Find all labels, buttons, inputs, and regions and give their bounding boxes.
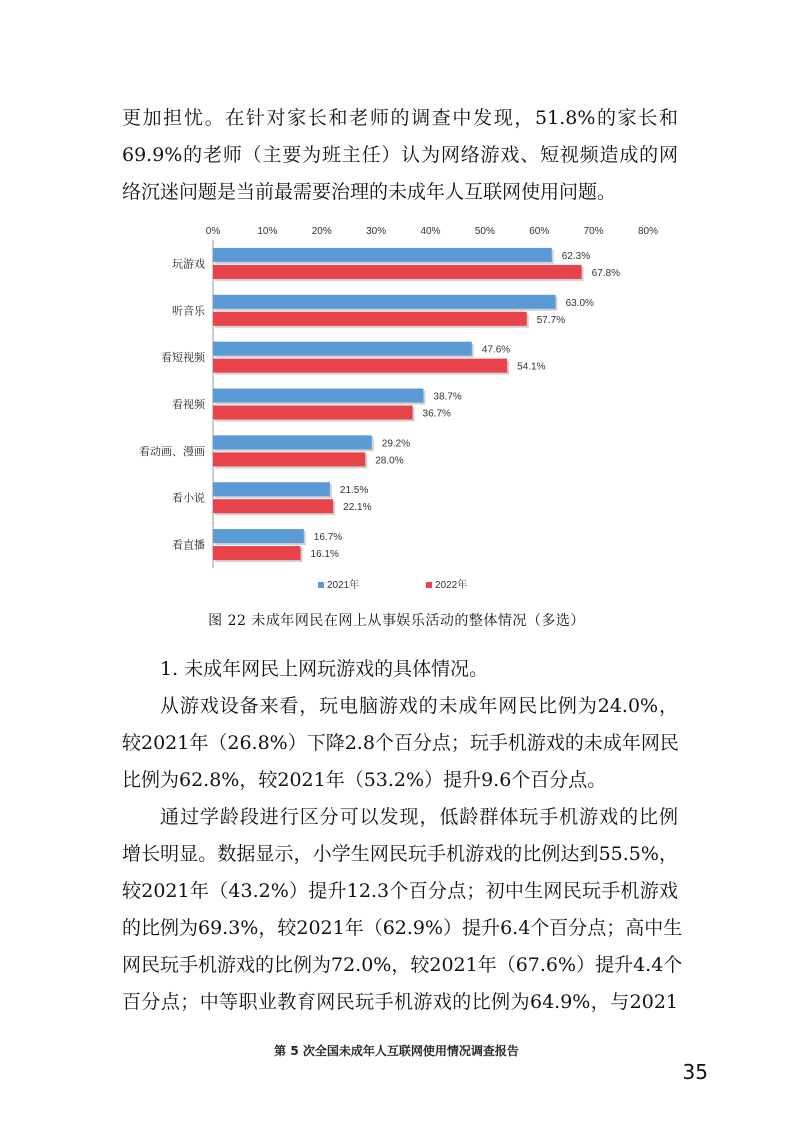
x-tick-label: 80%	[637, 226, 659, 237]
text-line: 络沉迷问题是当前最需要治理的未成年人互联网使用问题。	[122, 181, 617, 203]
x-tick-label: 60%	[529, 226, 550, 237]
data-label: 38.7%	[433, 391, 462, 403]
activity-bar-chart	[122, 218, 682, 603]
category-label: 看动画、漫画	[139, 445, 205, 458]
data-label: 16.7%	[313, 532, 343, 544]
category-label: 看短视频	[161, 352, 205, 365]
data-label: 28.0%	[375, 455, 404, 467]
x-tick-label: 20%	[311, 226, 332, 237]
legend-label: 2022年	[435, 580, 468, 591]
data-label: 16.1%	[310, 549, 339, 561]
x-tick-label: 0%	[205, 226, 221, 237]
figure-caption: 图 22 未成年网民在网上从事娱乐活动的整体情况（多选）	[208, 613, 585, 629]
bar-2021	[213, 295, 556, 309]
bar-2021	[213, 389, 423, 403]
bar-2022	[213, 499, 333, 513]
bar-2022	[213, 546, 301, 560]
category-label: 看小说	[172, 492, 205, 505]
intro-paragraph	[122, 100, 678, 211]
bar-2022	[213, 452, 365, 466]
text-line: 增长明显。数据显示，小学生网民玩手机游戏的比例达到55.5%，	[122, 843, 678, 865]
bar-2021	[213, 435, 372, 449]
bar-2021	[213, 529, 304, 543]
paragraph-age-groups	[122, 799, 683, 1021]
text-line: 从游戏设备来看，玩电脑游戏的未成年网民比例为24.0%，	[160, 695, 678, 717]
paragraph-devices	[122, 688, 678, 799]
data-label: 29.2%	[381, 438, 411, 450]
text-line: 通过学龄段进行区分可以发现，低龄群体玩手机游戏的比例	[160, 806, 678, 828]
text-line: 比例为62.8%，较2021年（53.2%）提升9.6个百分点。	[122, 769, 607, 791]
text-line: 的比例为69.3%，较2021年（62.9%）提升6.4个百分点；高中生	[122, 917, 683, 939]
data-label: 36.7%	[422, 408, 451, 420]
legend-swatch	[318, 582, 324, 588]
legend-label: 2021年	[327, 580, 360, 591]
data-label: 22.1%	[343, 502, 372, 514]
data-label: 67.8%	[591, 267, 621, 279]
bar-2021	[213, 482, 330, 496]
legend-swatch	[426, 582, 432, 588]
text-line: 较2021年（43.2%）提升12.3个百分点；初中生网民玩手机游戏	[122, 880, 678, 902]
data-label: 21.5%	[339, 485, 369, 497]
data-label: 63.0%	[565, 297, 594, 309]
report-footer: 第 5 次全国未成年人互联网使用情况调查报告	[274, 1044, 519, 1058]
text-line: 网民玩手机游戏的比例为72.0%，较2021年（67.6%）提升4.4个	[122, 954, 683, 976]
category-label: 看视频	[172, 399, 205, 411]
bar-2021	[213, 248, 552, 262]
bar-2022	[213, 406, 413, 420]
category-label: 玩游戏	[172, 258, 205, 271]
text-line: 69.9%的老师（主要为班主任）认为网络游戏、短视频造成的网	[122, 144, 678, 166]
x-tick-label: 40%	[420, 226, 441, 237]
x-tick-label: 70%	[583, 226, 604, 237]
bar-2022	[213, 265, 582, 279]
page-number: 35	[682, 1060, 708, 1084]
bar-2022	[213, 359, 507, 373]
x-tick-label: 50%	[474, 226, 495, 237]
data-label: 47.6%	[481, 344, 511, 356]
category-label: 看直播	[172, 539, 205, 552]
text-line: 更加担忧。在针对家长和老师的调查中发现，51.8%的家长和	[122, 107, 678, 129]
section-heading	[122, 651, 678, 688]
data-label: 54.1%	[517, 361, 546, 373]
x-tick-label: 10%	[257, 226, 278, 237]
data-label: 62.3%	[561, 250, 591, 262]
category-label: 听音乐	[172, 305, 205, 318]
data-label: 57.7%	[536, 314, 566, 326]
heading-text: 1. 未成年网民上网玩游戏的具体情况。	[160, 658, 489, 680]
bar-2021	[213, 342, 472, 356]
x-tick-label: 30%	[366, 226, 387, 237]
text-line: 百分点；中等职业教育网民玩手机游戏的比例为64.9%，与2021	[122, 991, 678, 1013]
bar-2022	[213, 312, 527, 326]
text-line: 较2021年（26.8%）下降2.8个百分点；玩手机游戏的未成年网民	[122, 732, 679, 754]
